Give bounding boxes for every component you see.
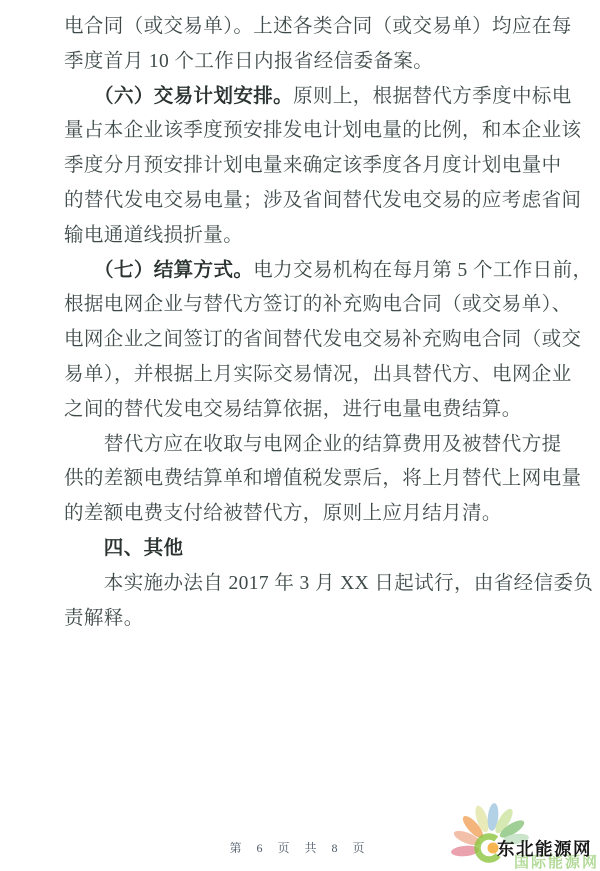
doc-line — [64, 10, 572, 45]
doc-line — [64, 45, 546, 80]
line-text: 季度分月预安排计划电量来确定该季度各月度计划电量中 — [64, 155, 562, 177]
doc-line-section-6-heading — [64, 80, 572, 115]
doc-line — [64, 358, 572, 393]
line-text: 量占本企业该季度预安排发电计划电量的比例，和本企业该 — [64, 120, 582, 142]
page-number: 第 6 页 共 8 页 — [229, 841, 371, 855]
doc-line — [64, 288, 572, 323]
line-text: 的差额电费支付给被替代方，原则上应月结月清。 — [64, 503, 502, 525]
doc-line-section-4-heading — [64, 532, 546, 567]
watermark-subtitle: 国际能源网 — [514, 854, 600, 871]
site-logo-watermark — [448, 798, 600, 871]
line-bold-text: （六）交易计划安排。 — [64, 85, 294, 107]
line-text: 之间的替代发电交易结算依据，进行电量电费结算。 — [64, 398, 522, 420]
line-text: 季度首月 10 个工作日内报省经信委备案。 — [64, 50, 434, 72]
line-text: 的替代发电交易电量；涉及省间替代发电交易的应考虑省间 — [64, 189, 582, 211]
document-body — [64, 10, 594, 636]
doc-line — [64, 567, 594, 602]
doc-line — [64, 602, 546, 637]
doc-line — [64, 393, 546, 428]
doc-line — [64, 428, 562, 463]
line-text: 责解释。 — [64, 607, 144, 629]
doc-line — [64, 219, 546, 254]
doc-line — [64, 497, 546, 532]
line-text: 输电通道线损折量。 — [64, 224, 244, 246]
line-text: 易单），并根据上月实际交易情况，出具替代方、电网企业 — [64, 363, 572, 385]
watermark-title: 东北能源网 — [497, 839, 592, 859]
line-text: 供的差额电费结算单和增值税发票后，将上月替代上网电量 — [64, 468, 582, 490]
line-bold-text: 四、其他 — [64, 537, 184, 559]
doc-line — [64, 184, 582, 219]
line-text: 电力交易机构在每月第 5 个工作日前， — [253, 259, 593, 281]
line-text: 电网企业之间签订的省间替代发电交易补充购电合同（或交 — [64, 329, 582, 351]
doc-line — [64, 323, 582, 358]
line-text: 根据电网企业与替代方签订的补充购电合同（或交易单）、 — [64, 294, 572, 316]
line-bold-text: （七）结算方式。 — [64, 259, 254, 281]
doc-line — [64, 149, 562, 184]
line-text: 本实施办法自 2017 年 3 月 XX 日起试行，由省经信委负 — [64, 572, 594, 594]
line-text: 替代方应在收取与电网企业的结算费用及被替代方提 — [64, 433, 562, 455]
line-text: 原则上，根据替代方季度中标电 — [293, 85, 572, 107]
doc-line — [64, 462, 582, 497]
doc-line-section-7-heading — [64, 254, 593, 289]
doc-line — [64, 114, 582, 149]
line-text: 电合同（或交易单）。上述各类合同（或交易单）均应在每 — [64, 16, 572, 37]
